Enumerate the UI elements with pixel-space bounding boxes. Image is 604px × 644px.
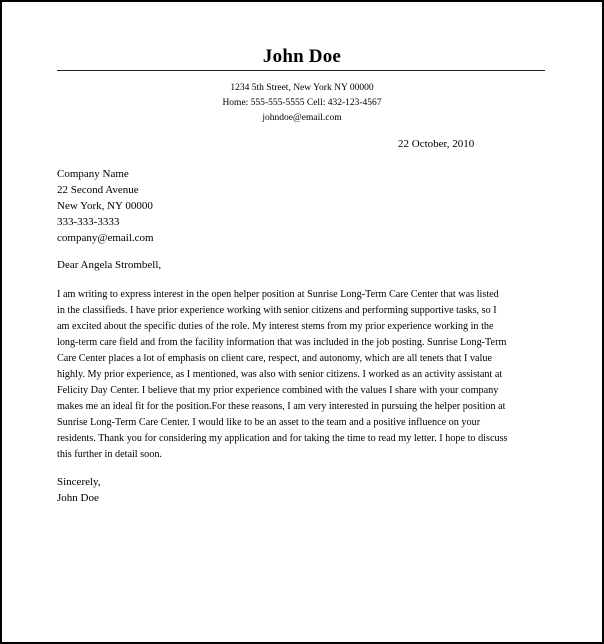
salutation: Dear Angela Strombell, (57, 259, 162, 271)
recipient-phone: 333-333-3333 (57, 216, 120, 228)
recipient-company: Company Name (57, 168, 129, 180)
letter-date: 22 October, 2010 (398, 138, 475, 150)
body-line: Felicity Day Center. I believe that my prior experience combined with the values I share with your company (57, 385, 499, 396)
body-line: I am writing to express interest in the open helper position at Sunrise Long-Term Care Center that was listed (57, 289, 499, 300)
header-divider (57, 70, 545, 71)
body-line: makes me an ideal fit for the position.For these reasons, I am very interested in pursuing the helper position at (57, 401, 506, 412)
recipient-email: company@email.com (57, 232, 154, 244)
body-paragraph (57, 287, 547, 463)
signature-name: John Doe (57, 492, 99, 504)
recipient-street: 22 Second Avenue (57, 184, 139, 196)
sender-name: John Doe (262, 46, 342, 67)
body-line: highly. My prior experience, as I mentioned, was also with senior citizens. I worked as an activity assistant at (57, 369, 503, 380)
sender-email: johndoe@email.com (262, 113, 342, 123)
body-line: in the classifieds. I have prior experience working with senior citizens and performing supportive tasks, so I (57, 305, 497, 316)
body-line: Care Center places a lot of emphasis on client care, respect, and autonomy, which are all tenets that I value (57, 353, 492, 364)
valediction: Sincerely, (57, 476, 101, 488)
sender-address: 1234 5th Street, New York NY 00000 (230, 83, 374, 93)
sender-phones: Home: 555-555-5555 Cell: 432-123-4567 (222, 98, 382, 108)
body-line: Sunrise Long-Term Care Center. I would like to be an asset to the team and a positive influence on your (57, 417, 481, 428)
body-line: this further in detail soon. (57, 449, 162, 460)
recipient-city: New York, NY 00000 (57, 200, 153, 212)
recipient-block (57, 166, 154, 246)
closing-block (57, 474, 101, 506)
body-line: long-term care field and from the facility information that was included in the job posting. Sunrise Long-Term (57, 337, 507, 348)
body-line: am excited about the specific duties of the role. My interest stems from my prior experience working in the (57, 321, 494, 332)
body-line: residents. Thank you for considering my application and for taking the time to read my letter. I hope to discuss (57, 433, 508, 444)
